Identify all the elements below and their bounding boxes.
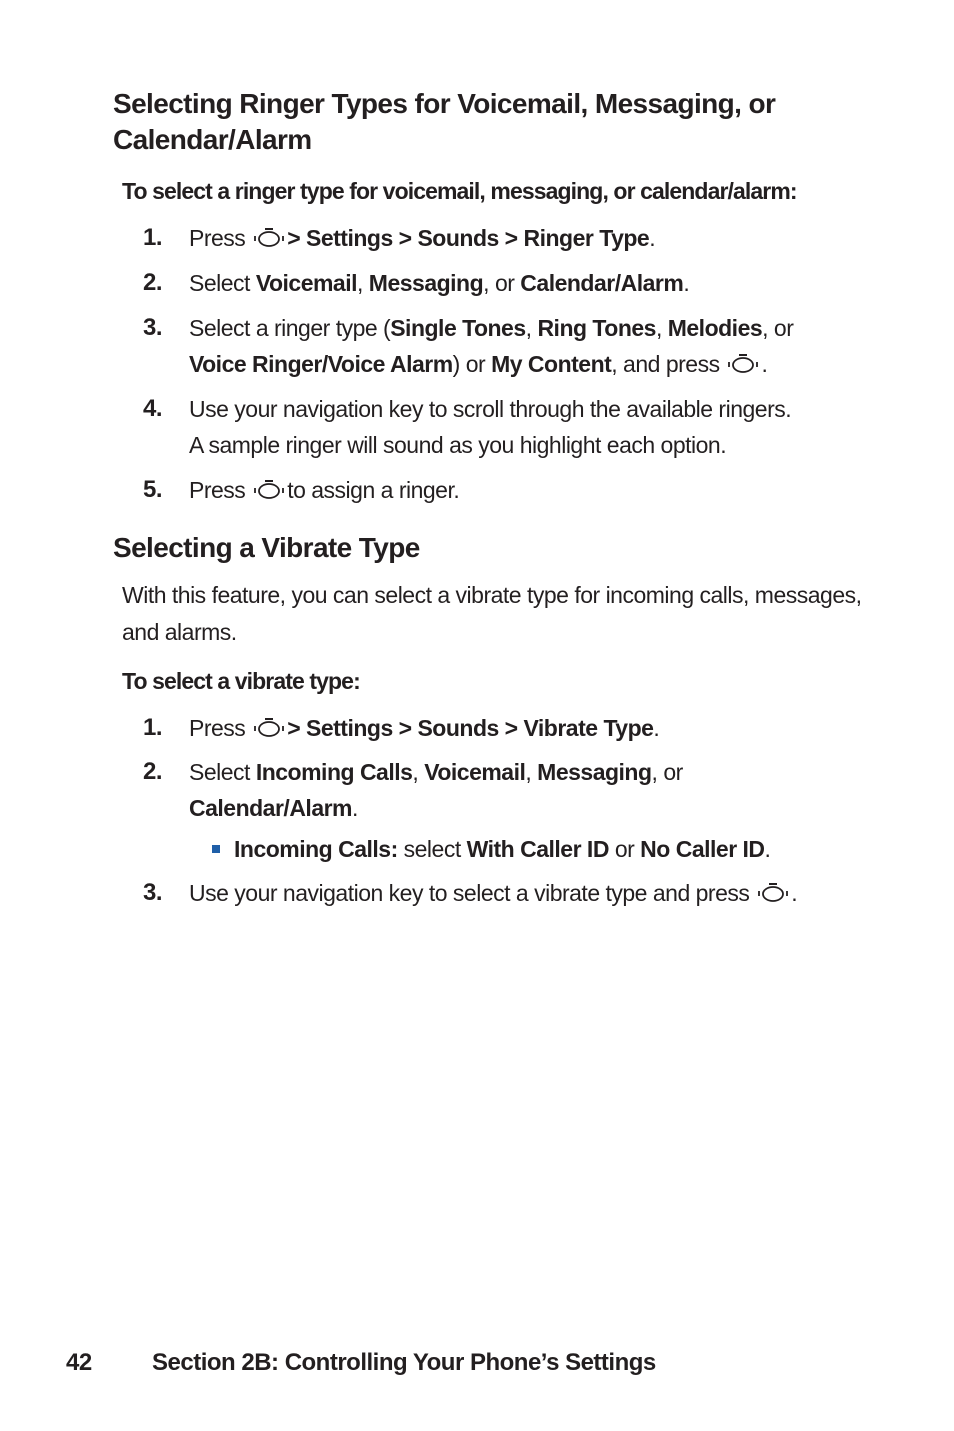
menu-ok-key-icon [757,882,789,904]
ringer-instructions-lead: To select a ringer type for voicemail, messaging, or calendar/alarm: [122,178,797,204]
ringer-step-3: 3. Select a ringer type (Single Tones, Ring Tones, Melodies, or Voice Ringer/Voice Alarm) or My Content, and press . [143,310,843,382]
menu-ok-key-icon [253,479,285,501]
vibrate-instructions-lead: To select a vibrate type: [122,668,360,694]
ringer-step-5: 5. Press to assign a ringer. [143,472,843,508]
ringer-step-2: 2. Select Voicemail, Messaging, or Calendar/Alarm. [143,265,843,301]
step-number: 2. [143,269,163,296]
vibrate-step-2: 2. Select Incoming Calls, Voicemail, Messaging, or Calendar/Alarm. [143,754,843,826]
step-number: 1. [143,224,163,251]
page-number: 42 [66,1349,92,1376]
menu-ok-key-icon [727,353,759,375]
step-number: 2. [143,758,163,785]
ringer-step-4: 4. Use your navigation key to scroll through the available ringers. A sample ringer will sound as you highlight each option. [143,391,843,463]
ringer-step-1: 1. Press > Settings > Sounds > Ringer Type. [143,220,843,256]
section-title-vibrate-type: Selecting a Vibrate Type [113,532,420,563]
section-title-ringer-types: Selecting Ringer Types for Voicemail, Messaging, or Calendar/Alarm [113,88,776,155]
step-number: 4. [143,395,163,422]
menu-ok-key-icon [253,717,285,739]
step-number: 3. [143,879,163,906]
step-number: 1. [143,714,163,741]
footer-section-title: Section 2B: Controlling Your Phone’s Settings [152,1349,656,1376]
vibrate-step-1: 1. Press > Settings > Sounds > Vibrate Type. [143,710,843,746]
step-number: 3. [143,314,163,341]
vibrate-intro-paragraph: With this feature, you can select a vibrate type for incoming calls, messages, and alarms. [122,582,862,645]
incoming-calls-bullet: Incoming Calls: select With Caller ID or No Caller ID. [212,831,770,867]
menu-ok-key-icon [253,227,285,249]
step-number: 5. [143,476,163,503]
bullet-square-icon [212,845,220,853]
vibrate-step-3: 3. Use your navigation key to select a vibrate type and press . [143,875,843,911]
